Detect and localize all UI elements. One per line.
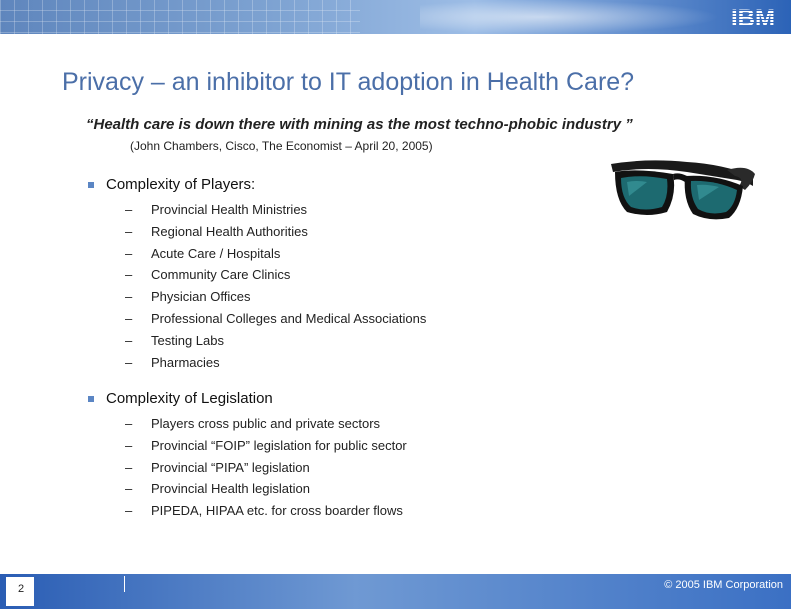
dash-icon: – xyxy=(125,245,133,261)
section-legislation xyxy=(86,390,407,522)
dash-icon: – xyxy=(125,202,133,217)
list-item: – Players cross public and private sectors xyxy=(86,413,407,435)
list-item: – Regional Health Authorities xyxy=(86,221,426,243)
legislation-list xyxy=(86,413,407,522)
page-number: 2 xyxy=(18,583,25,595)
section-heading: Complexity of Legislation xyxy=(106,390,273,407)
players-list xyxy=(86,199,426,373)
dash-icon: – xyxy=(125,267,133,283)
footer-divider xyxy=(124,576,125,592)
list-item: – Provincial Health Ministries xyxy=(86,199,426,221)
list-item: – Testing Labs xyxy=(86,330,426,352)
footer-banner xyxy=(0,574,791,609)
list-item: – Provincial “PIPA” legislation xyxy=(86,457,407,479)
dash-icon: – xyxy=(125,503,133,519)
dash-icon: – xyxy=(125,310,133,326)
dash-icon: – xyxy=(125,481,133,497)
slide-title: Privacy – an inhibitor to IT adoption in Health Care? xyxy=(62,68,635,96)
dash-icon: – xyxy=(125,459,133,475)
top-banner xyxy=(0,0,791,34)
ibm-logo-icon xyxy=(725,5,781,29)
section-players xyxy=(86,176,426,373)
dash-icon: – xyxy=(125,289,133,305)
list-item: – Physician Offices xyxy=(86,286,426,308)
dash-icon: – xyxy=(125,354,133,370)
dash-icon: – xyxy=(125,416,133,431)
copyright-text: © 2005 IBM Corporation xyxy=(664,579,783,591)
section-heading: Complexity of Players: xyxy=(106,176,256,193)
dash-icon: – xyxy=(125,332,133,348)
list-item: – PIPEDA, HIPAA etc. for cross boarder flows xyxy=(86,500,407,522)
list-item: – Provincial Health legislation xyxy=(86,478,407,500)
list-item: – Professional Colleges and Medical Associations xyxy=(86,308,426,330)
quote-text: “Health care is down there with mining as the most techno-phobic industry ” xyxy=(86,116,633,133)
dash-icon: – xyxy=(125,437,133,453)
list-item: – Community Care Clinics xyxy=(86,264,426,286)
square-bullet-icon xyxy=(88,182,94,188)
list-item: – Pharmacies xyxy=(86,352,426,374)
sunglasses-icon xyxy=(607,156,757,222)
list-item: – Acute Care / Hospitals xyxy=(86,243,426,265)
square-bullet-icon xyxy=(88,396,94,402)
banner-grid-pattern xyxy=(0,0,360,34)
list-item: – Provincial “FOIP” legislation for public sector xyxy=(86,435,407,457)
quote-source: (John Chambers, Cisco, The Economist – April 20, 2005) xyxy=(130,139,433,153)
dash-icon: – xyxy=(125,223,133,239)
banner-glow xyxy=(420,0,720,34)
